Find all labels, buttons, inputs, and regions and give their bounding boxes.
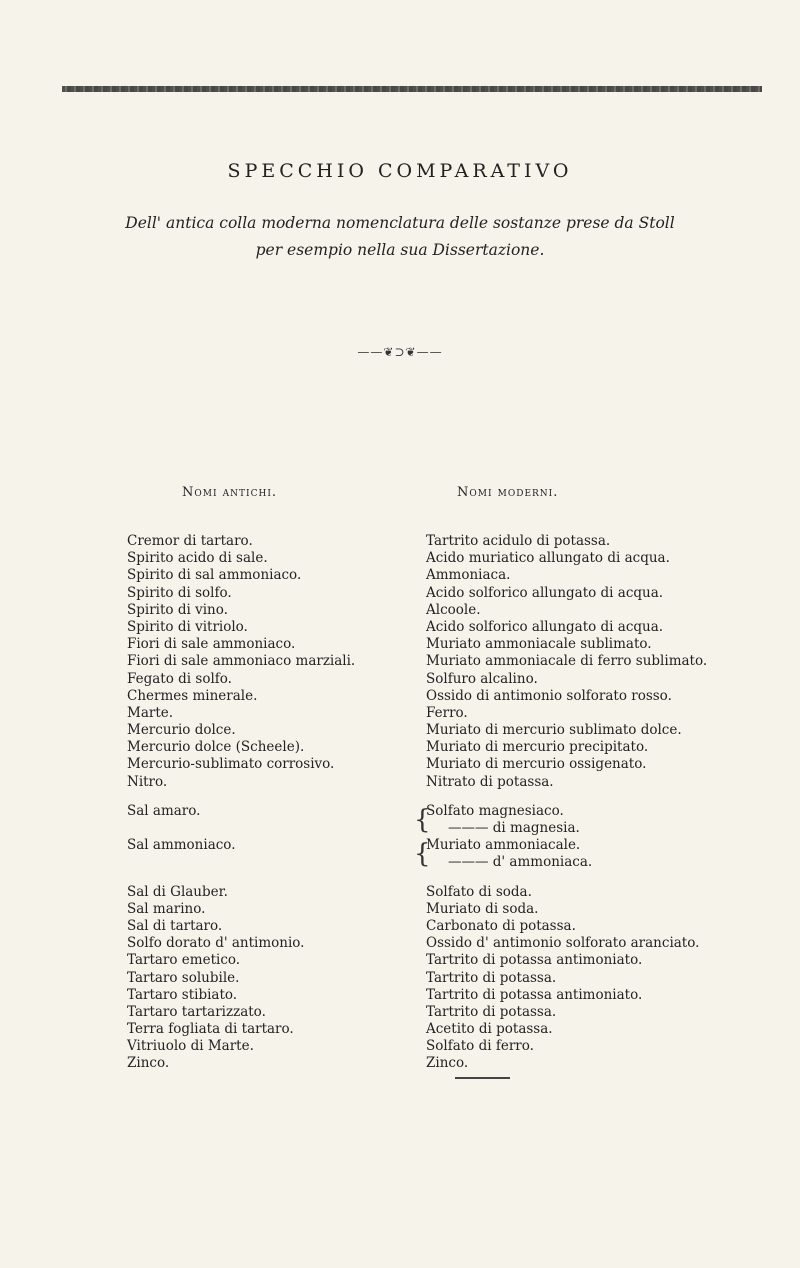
list-item: Cremor di tartaro. [127, 533, 253, 549]
list-item: Tartaro emetico. [127, 952, 241, 969]
list-item: Spirito di vino. [127, 601, 228, 618]
list-item: Acido muriatico allungato di acqua. [426, 550, 670, 567]
list-item: Ferro. [426, 704, 468, 721]
list-item: Tartaro stibiato. [127, 986, 238, 1003]
list-item: Fegato di solfo. [127, 670, 232, 687]
list-item: Mercurio-sublimato corrosivo. [127, 756, 335, 773]
list-item: Acido solforico allungato di acqua. [426, 618, 664, 635]
list-item: Solfato di ferro. [426, 1038, 534, 1055]
list-item: Tartrito di potassa. [426, 969, 557, 986]
list-item: Sal amaro. [127, 802, 201, 819]
list-item: Tartrito acidulo di potassa. [426, 533, 611, 549]
list-item: Carbonato di potassa. [426, 917, 576, 934]
list-item: Mercurio dolce. [127, 722, 236, 739]
list-item: Ammoniaca. [426, 567, 511, 584]
ancient-names-column [127, 533, 417, 1073]
list-item: Muriato ammoniacale di ferro sublimato. [426, 653, 708, 670]
brace-icon: { [414, 804, 431, 835]
modern-names-header: Nomi moderni. [457, 485, 559, 500]
brace-group [414, 802, 786, 837]
brace-icon: { [414, 839, 431, 870]
list-item: Zinco. [127, 1055, 170, 1072]
list-item: Vitriuolo di Marte. [127, 1038, 254, 1055]
list-item: Solfo dorato d' antimonio. [127, 935, 305, 952]
list-item: Chermes minerale. [127, 687, 258, 704]
list-item: Muriato ammoniacale sublimato. [426, 636, 652, 653]
list-item: Sal ammoniaco. [127, 837, 236, 854]
list-item: Zinco. [426, 1055, 469, 1072]
list-item: Tartaro tartarizzato. [127, 1003, 266, 1020]
list-item: Spirito di sal ammoniaco. [127, 567, 302, 584]
list-item: Tartrito di potassa antimoniato. [426, 952, 643, 969]
list-item: Solfuro alcalino. [426, 670, 538, 687]
list-item: Spirito di vitriolo. [127, 618, 248, 635]
list-item: Ossido d' antimonio solforato aranciato. [426, 935, 700, 952]
list-item: Alcoole. [426, 601, 481, 618]
list-item: Tartaro solubile. [127, 969, 240, 986]
list-item: Sal marino. [127, 900, 206, 917]
list-item: Ossido di antimonio solforato rosso. [426, 687, 672, 704]
modern-names-column [414, 533, 786, 1073]
list-item: Tartrito di potassa. [426, 1003, 557, 1020]
list-item: Fiori di sale ammoniaco. [127, 636, 296, 653]
list-item: Sal di Glauber. [127, 883, 228, 900]
subtitle-line: per esempio nella sua Dissertazione. [255, 241, 545, 259]
list-item: Acetito di potassa. [426, 1021, 553, 1038]
list-item: Solfato di soda. [426, 883, 532, 900]
list-item: ——— d' ammoniaca. [448, 854, 593, 871]
brace-group [414, 837, 786, 871]
list-item: Fiori di sale ammoniaco marziali. [127, 653, 356, 670]
list-item: Muriato di soda. [426, 900, 539, 917]
list-item: Tartrito di potassa antimoniato. [426, 986, 643, 1003]
list-item: Mercurio dolce (Scheele). [127, 739, 305, 756]
page-title: SPECCHIO COMPARATIVO [227, 160, 573, 182]
ornament-divider: ——❦⊃❦—— [357, 345, 443, 359]
header-rule [62, 86, 762, 92]
list-item: Muriato di mercurio sublimato dolce. [426, 722, 682, 739]
list-item: Marte. [127, 704, 174, 721]
list-item: Spirito di solfo. [127, 584, 232, 601]
list-item: Solfato magnesiaco. [426, 802, 564, 819]
subtitle-line: Dell' antica colla moderna nomenclatura delle sostanze prese da Stoll [125, 214, 675, 232]
footer-rule [455, 1077, 510, 1079]
list-item: Sal di tartaro. [127, 917, 223, 934]
list-item: Muriato di mercurio ossigenato. [426, 756, 647, 773]
list-item: Spirito acido di sale. [127, 550, 268, 567]
ancient-names-header: Nomi antichi. [182, 485, 278, 500]
list-item: Muriato di mercurio precipitato. [426, 739, 649, 756]
list-item: Muriato ammoniacale. [426, 837, 581, 854]
list-item: ——— di magnesia. [448, 820, 580, 836]
page-subtitle [60, 210, 740, 264]
list-item: Terra fogliata di tartaro. [127, 1021, 294, 1038]
list-item: Nitro. [127, 773, 168, 790]
list-item: Nitrato di potassa. [426, 773, 554, 790]
list-item: Acido solforico allungato di acqua. [426, 584, 664, 601]
